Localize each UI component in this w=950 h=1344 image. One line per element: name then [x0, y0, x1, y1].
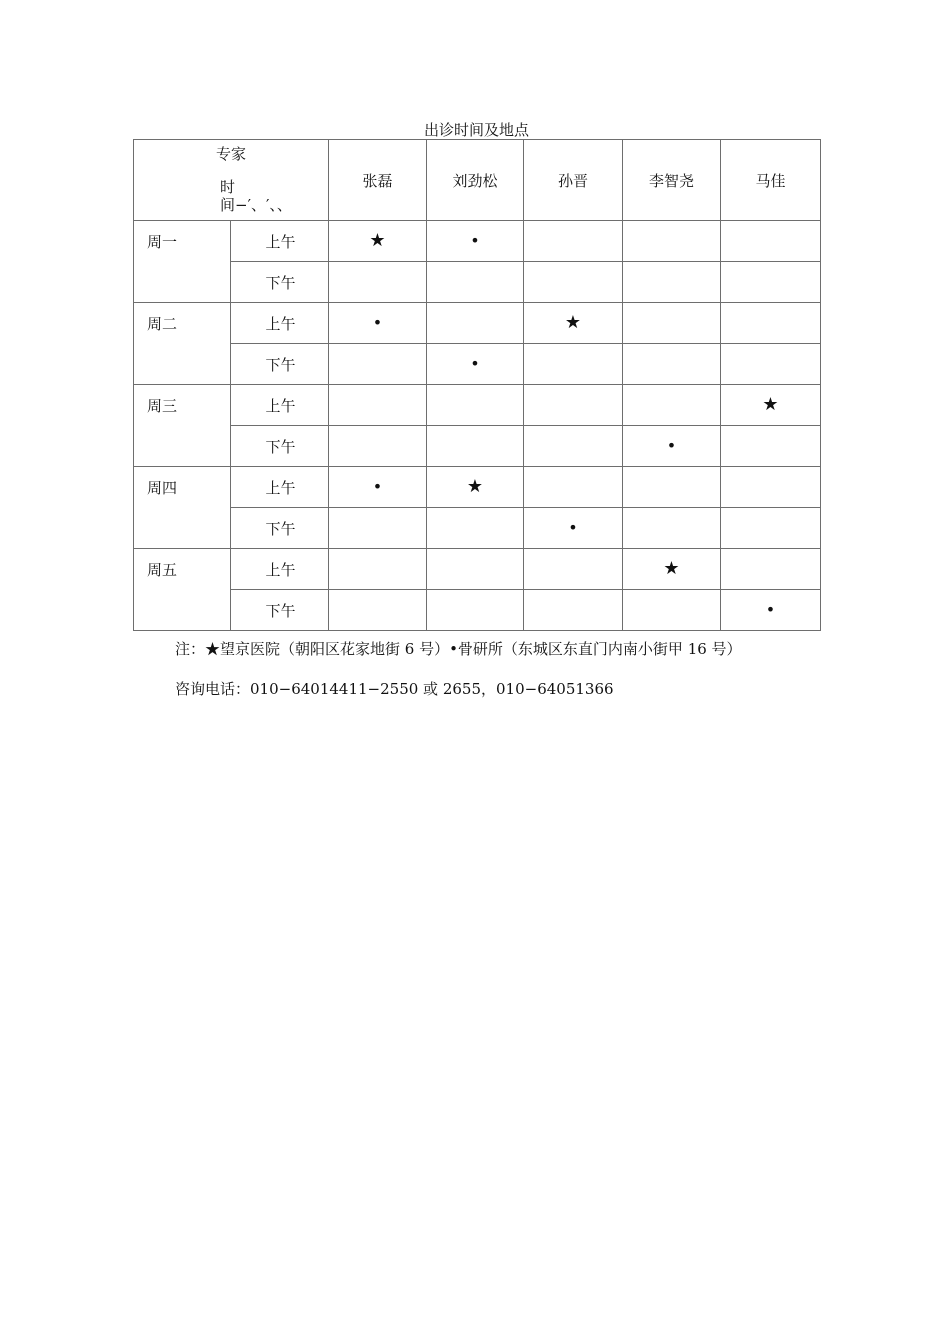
day-cell: 周四: [134, 467, 231, 549]
orthopedic-institute-dot-icon: •: [470, 354, 480, 373]
day-cell: 周三: [134, 385, 231, 467]
period-cell: 下午: [231, 426, 329, 467]
schedule-cell: [623, 549, 721, 590]
schedule-cell: [329, 344, 427, 385]
schedule-cell: [329, 426, 427, 467]
table-row: [134, 385, 821, 426]
schedule-cell: [427, 426, 524, 467]
schedule-cell: [524, 508, 623, 549]
schedule-cell: [623, 385, 721, 426]
orthopedic-institute-dot-icon: •: [470, 231, 480, 250]
orthopedic-institute-dot-icon: •: [372, 477, 383, 496]
schedule-cell: [427, 590, 524, 631]
day-cell: 周二: [134, 303, 231, 385]
wangjing-hospital-star-icon: ★: [369, 230, 386, 251]
schedule-cell: [721, 467, 821, 508]
period-cell: 下午: [231, 508, 329, 549]
schedule-cell: [427, 303, 524, 344]
schedule-cell: [721, 508, 821, 549]
schedule-cell: [524, 385, 623, 426]
schedule-cell: [524, 221, 623, 262]
expert-header-4: 李智尧: [623, 140, 721, 221]
period-cell: 上午: [231, 467, 329, 508]
schedule-cell: [329, 262, 427, 303]
schedule-cell: [721, 303, 821, 344]
table-row: [134, 590, 821, 631]
period-cell: 下午: [231, 262, 329, 303]
table-row: [134, 344, 821, 385]
table-row: [134, 221, 821, 262]
legend-note: 注：★望京医院（朝阳区花家地街 6 号）•骨研所（东城区东直门内南小街甲 16 号）: [175, 640, 742, 658]
day-cell: 周五: [134, 549, 231, 631]
expert-header-1: 张磊: [329, 140, 427, 221]
schedule-cell: [623, 344, 721, 385]
orthopedic-institute-dot-icon: •: [568, 518, 578, 537]
corner-label-expert: 专家: [216, 145, 247, 163]
orthopedic-institute-dot-icon: •: [765, 600, 776, 619]
schedule-cell: [427, 221, 524, 262]
schedule-cell: [329, 221, 427, 262]
expert-header-2: 刘劲松: [427, 140, 524, 221]
schedule-cell: [524, 467, 623, 508]
expert-header-5: 马佳: [721, 140, 821, 221]
schedule-cell: [524, 344, 623, 385]
table-row: [134, 549, 821, 590]
schedule-cell: [524, 303, 623, 344]
schedule-cell: [427, 508, 524, 549]
schedule-table: [133, 139, 821, 631]
table-row: [134, 467, 821, 508]
schedule-cell: [721, 344, 821, 385]
schedule-cell: [329, 303, 427, 344]
period-cell: 下午: [231, 590, 329, 631]
page-title: 出诊时间及地点: [423, 121, 529, 139]
table-row: [134, 303, 821, 344]
schedule-cell: [623, 467, 721, 508]
schedule-cell: [623, 426, 721, 467]
table-row: [134, 426, 821, 467]
orthopedic-institute-dot-icon: •: [666, 436, 677, 455]
schedule-cell: [721, 221, 821, 262]
table-row: [134, 262, 821, 303]
schedule-cell: [427, 467, 524, 508]
period-cell: 上午: [231, 385, 329, 426]
corner-label-time: 时: [220, 178, 236, 196]
period-cell: 上午: [231, 549, 329, 590]
schedule-cell: [329, 590, 427, 631]
schedule-cell: [721, 426, 821, 467]
wangjing-hospital-star-icon: ★: [663, 558, 680, 579]
contact-phone: 咨询电话：010−64014411−2550 或 2655，010−64051366: [175, 680, 614, 698]
schedule-cell: [427, 549, 524, 590]
schedule-cell: [721, 385, 821, 426]
period-cell: 下午: [231, 344, 329, 385]
schedule-cell: [721, 590, 821, 631]
schedule-cell: [329, 549, 427, 590]
schedule-cell: [427, 262, 524, 303]
schedule-cell: [623, 303, 721, 344]
schedule-cell: [524, 426, 623, 467]
wangjing-hospital-star-icon: ★: [564, 312, 582, 333]
schedule-cell: [623, 262, 721, 303]
schedule-cell: [524, 590, 623, 631]
wangjing-hospital-star-icon: ★: [762, 394, 779, 415]
schedule-cell: [329, 467, 427, 508]
period-cell: 上午: [231, 221, 329, 262]
schedule-cell: [623, 590, 721, 631]
schedule-cell: [524, 262, 623, 303]
wangjing-hospital-star-icon: ★: [466, 476, 484, 497]
schedule-cell: [329, 508, 427, 549]
period-cell: 上午: [231, 303, 329, 344]
table-row: [134, 508, 821, 549]
schedule-cell: [427, 344, 524, 385]
corner-header-cell: [134, 140, 329, 221]
orthopedic-institute-dot-icon: •: [372, 313, 383, 332]
schedule-cell: [721, 549, 821, 590]
schedule-cell: [721, 262, 821, 303]
schedule-cell: [427, 385, 524, 426]
day-cell: 周一: [134, 221, 231, 303]
schedule-cell: [524, 549, 623, 590]
expert-header-3: 孙晋: [524, 140, 623, 221]
schedule-cell: [623, 221, 721, 262]
schedule-cell: [329, 385, 427, 426]
schedule-cell: [623, 508, 721, 549]
corner-label-time-cont: 间−′、′、、: [220, 196, 292, 214]
table-header-row: [134, 140, 821, 221]
